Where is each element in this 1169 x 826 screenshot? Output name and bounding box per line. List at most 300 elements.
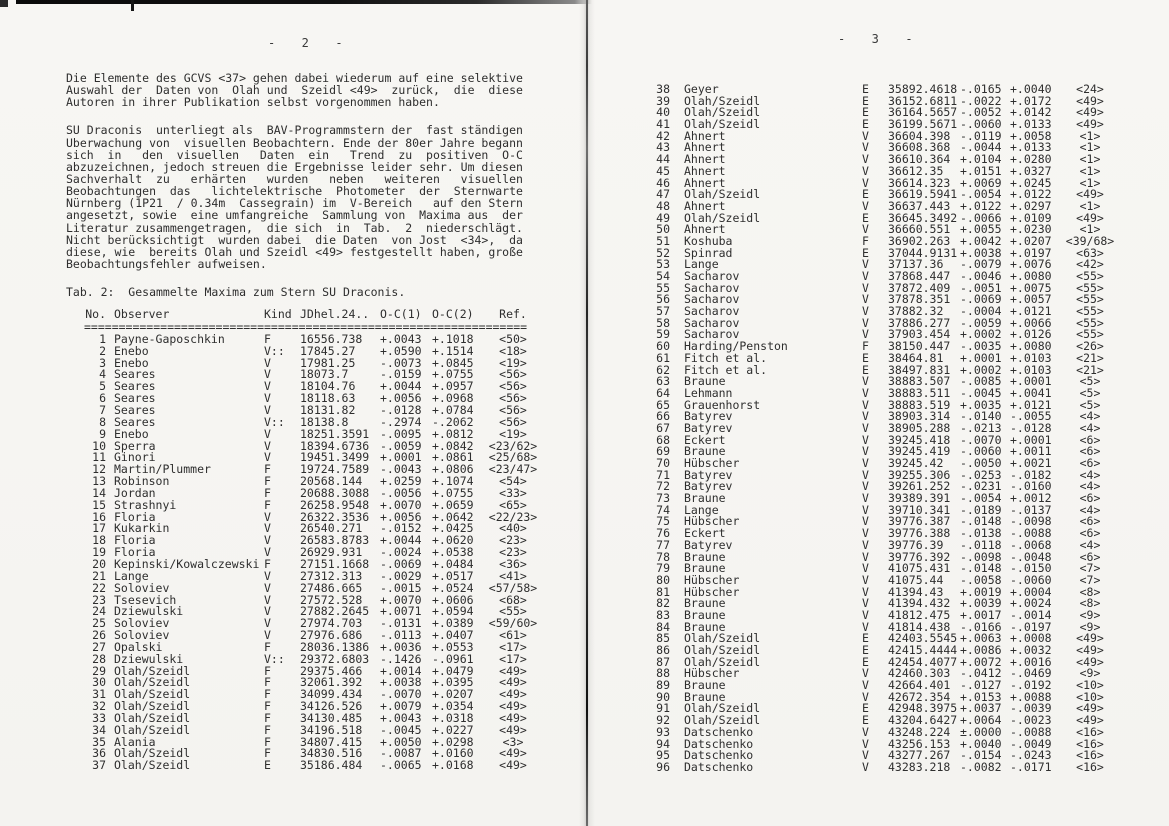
table-cell: -.0054: [960, 491, 1002, 506]
table-cell: V: [264, 616, 271, 631]
table-cell: +.0168: [432, 758, 474, 773]
table-cell: -.0119: [960, 128, 1002, 143]
table-cell: <3>: [502, 734, 524, 749]
table-cell: V: [862, 444, 869, 459]
table-cell: 92: [656, 713, 670, 728]
table-cell: <68>: [499, 592, 527, 607]
table-cell: <4>: [1079, 467, 1101, 482]
table-cell: -.0050: [960, 456, 1002, 470]
table-cell: -.0085: [960, 374, 1002, 389]
table-cell: 36610.364: [888, 152, 951, 167]
table-cell: 28036.1386: [300, 639, 370, 654]
table-cell: Fitch et al.: [684, 350, 768, 365]
table-cell: -.0079: [960, 257, 1002, 272]
table-cell: 81: [656, 584, 670, 599]
text-line: abzuzeichnen, jedoch streuen die Ergebnisse leider sehr. Um diesen: [66, 159, 523, 174]
table-cell: Hübscher: [684, 456, 740, 470]
table-cell: +.0012: [1010, 491, 1052, 506]
table-cell: +.0014: [380, 663, 422, 678]
table-cell: V: [862, 759, 869, 774]
table-cell: Harding/Penston: [684, 339, 788, 354]
table-cell: 42: [656, 128, 670, 143]
table-cell: +.0297: [1010, 198, 1052, 213]
table-cell: 31: [92, 687, 106, 702]
table-cell: 43283.218: [888, 759, 951, 774]
table-cell: 38883.507: [888, 374, 951, 389]
table-cell: V: [862, 502, 869, 517]
table-cell: 66: [656, 409, 670, 424]
table-cell: Geyer: [684, 82, 719, 96]
table-cell: 14: [92, 485, 106, 500]
table-cell: +.0019: [960, 584, 1002, 599]
table-cell: +.0080: [1010, 269, 1052, 283]
table-cell: 96: [656, 759, 670, 774]
table-cell: <49>: [499, 722, 527, 737]
table-cell: Kukarkin: [114, 521, 170, 536]
table-cell: E: [862, 654, 869, 669]
table-cell: Hübscher: [684, 666, 740, 681]
table-cell: <55>: [1076, 304, 1104, 319]
table-cell: +.0055: [960, 222, 1002, 237]
scan-artifact-corner-mark: [0, 0, 8, 7]
table-cell: V: [862, 572, 869, 587]
table-cell: 26: [92, 628, 106, 643]
table-cell: 57: [656, 304, 670, 319]
table-cell: 21: [92, 568, 106, 583]
table-cell: Sacharov: [684, 292, 740, 307]
table-cell: 42664.401: [888, 678, 951, 693]
table-cell: 39255.306: [888, 467, 951, 482]
table-cell: -.0160: [1010, 479, 1052, 494]
table-cell: 68: [656, 432, 670, 447]
table-cell: <33>: [499, 485, 527, 500]
table-cell: Floria: [114, 533, 156, 548]
text-line: Sachverhalt zu erhärten wurden neben weiteren visuellen: [66, 171, 523, 186]
table-cell: V: [264, 355, 271, 370]
table-cell: 38883.519: [888, 397, 951, 412]
table-cell: -.0197: [1010, 619, 1052, 634]
table-cell: Olah/Szeidl: [684, 187, 761, 202]
table-cell: +.0845: [432, 355, 474, 370]
table-cell: +.0066: [1010, 315, 1052, 330]
table-cell: 69: [656, 444, 670, 459]
table-cell: <49>: [1076, 654, 1104, 669]
table-cell: <65>: [499, 497, 527, 512]
table-cell: V: [862, 607, 869, 622]
text-line: Literatur zusammengetragen, die sich in Tab. 2 niederschlägt.: [66, 220, 523, 235]
table-cell: +.0064: [960, 713, 1002, 728]
table-cell: V: [264, 391, 271, 406]
table-cell: +.0407: [432, 628, 474, 643]
table-cell: +.0042: [960, 233, 1002, 248]
table-cell: 27882.2645: [300, 604, 370, 619]
table-cell: V: [862, 304, 869, 319]
table-cell: +.0001: [1010, 432, 1052, 447]
table-cell: <55>: [1076, 292, 1104, 307]
table-cell: 50: [656, 222, 670, 237]
table-cell: <7>: [1079, 572, 1101, 587]
table-cell: Braune: [684, 374, 726, 389]
table-cell: -.0128: [1010, 420, 1052, 435]
table-cell: Sacharov: [684, 280, 740, 295]
table-cell: 39710.341: [888, 502, 951, 517]
table-cell: 67: [656, 420, 670, 435]
table-cell: V: [264, 379, 271, 394]
table-cell: V: [862, 315, 869, 330]
table-cell: <49>: [1076, 713, 1104, 728]
table-cell: 33: [92, 710, 106, 725]
table-cell: -.0098: [1010, 514, 1052, 529]
table-cell: F: [264, 734, 271, 749]
table-cell: 32061.392: [300, 675, 363, 690]
table-cell: 93: [656, 724, 670, 739]
page-left-content: [66, 72, 546, 772]
table-cell: -.0043: [380, 462, 422, 477]
table-cell: 39776.392: [888, 549, 951, 564]
table-cell: Tsesevich: [114, 592, 177, 607]
table-cell: <26>: [1076, 339, 1104, 354]
table-cell: 70: [656, 456, 670, 470]
table-cell: <24>: [1076, 82, 1104, 96]
table-cell: -.0066: [960, 210, 1002, 225]
table-cell: V: [862, 561, 869, 576]
table-cell: +.0004: [1010, 584, 1052, 599]
table-cell: <49>: [499, 687, 527, 702]
table-cell: <59/60>: [488, 616, 538, 631]
table-cell: -.0004: [960, 304, 1002, 319]
table-cell: Braune: [684, 491, 726, 506]
table-cell: 39261.252: [888, 479, 951, 494]
table-cell: -.0060: [1010, 572, 1052, 587]
table-cell: F: [264, 746, 271, 761]
table-cell: F: [264, 497, 271, 512]
table-cell: +.0594: [432, 604, 474, 619]
table-cell: +.0606: [432, 592, 474, 607]
table-cell: <16>: [1076, 759, 1104, 774]
table-cell: Ahnert: [684, 198, 726, 213]
table-cell: 42672.354: [888, 689, 951, 704]
table-cell: <5>: [1079, 385, 1101, 400]
table-cell: <56>: [499, 414, 527, 429]
table-cell: 53: [656, 257, 670, 272]
table-cell: Olah/Szeidl: [684, 210, 761, 225]
table-cell: Olah/Szeidl: [114, 758, 191, 773]
table-cell: -.0140: [960, 409, 1002, 424]
table-cell: 11: [92, 450, 106, 465]
table-cell: Lange: [684, 502, 719, 517]
table-cell: -.0192: [1010, 678, 1052, 693]
table-cell: -.1426: [380, 651, 422, 666]
table-cell: +.0207: [432, 687, 474, 702]
table-cell: -.0118: [960, 537, 1002, 552]
table-cell: V: [264, 580, 271, 595]
table-body-page3: [652, 84, 1132, 774]
table-cell: V: [264, 509, 271, 524]
table-cell: V: [862, 619, 869, 634]
table-cell: <55>: [1076, 269, 1104, 283]
table-cell: 24: [92, 604, 106, 619]
table-cell: V: [862, 456, 869, 470]
table-cell: +.0121: [1010, 397, 1052, 412]
table-cell: 27572.528: [300, 592, 363, 607]
table-cell: <49>: [499, 758, 527, 773]
text-line: sich in den visuellen Daten ein Trend zu positiven O-C: [66, 147, 523, 162]
table-cell: <55>: [1076, 280, 1104, 295]
table-cell: Olah/Szeidl: [114, 746, 191, 761]
table-cell: <49>: [499, 746, 527, 761]
table-cell: 34099.434: [300, 687, 363, 702]
table-cell: -.0022: [960, 93, 1002, 108]
table-cell: -.2062: [432, 414, 474, 429]
table-cell: F: [264, 556, 271, 571]
table-cell: 39245.42: [888, 456, 944, 470]
table-cell: 95: [656, 748, 670, 763]
table-cell: +.0050: [380, 734, 422, 749]
table-cell: 26322.3536: [300, 509, 370, 524]
table-cell: 39389.391: [888, 491, 951, 506]
table-cell: 18104.76: [300, 379, 356, 394]
table-cell: 36902.263: [888, 233, 951, 248]
table-cell: V: [264, 533, 271, 548]
table-cell: 7: [99, 403, 106, 418]
table-cell: +.0812: [432, 426, 474, 441]
table-cell: F: [264, 687, 271, 702]
table-cell: +.0001: [380, 450, 422, 465]
table-cell: 36660.551: [888, 222, 951, 237]
table-cell: <49>: [1076, 631, 1104, 646]
table-cell: Braune: [684, 561, 726, 576]
table-cell: +.0109: [1010, 210, 1052, 225]
table-cell: 18118.63: [300, 391, 356, 406]
table-cell: 25: [92, 616, 106, 631]
table-cell: 34126.526: [300, 699, 363, 714]
table-cell: 78: [656, 549, 670, 564]
table-cell: E: [862, 210, 869, 225]
table-cell: 35186.484: [300, 758, 363, 773]
table-cell: -.0024: [380, 545, 422, 560]
table-cell: +.0842: [432, 438, 474, 453]
table-cell: 41394.43: [888, 584, 944, 599]
table-cell: 42403.5545: [888, 631, 958, 646]
table-cell: +.0104: [960, 152, 1002, 167]
text-line: diese, wie bereits Olah und Szeidl <49> festgestellt haben, große: [66, 244, 523, 259]
table-cell: +.0298: [432, 734, 474, 749]
table-cell: +.0016: [1010, 654, 1052, 669]
table-cell: 39245.419: [888, 444, 951, 459]
table-cell: V: [862, 385, 869, 400]
text-line: Auswahl der Daten von Olah und Szeidl <49> zurück, die diese: [66, 83, 523, 98]
table-cell: F: [862, 233, 869, 248]
table-cell: 1: [99, 331, 106, 346]
table-cell: -.0048: [1010, 549, 1052, 564]
table-cell: +.0121: [1010, 304, 1052, 319]
table-cell: -.0165: [960, 82, 1002, 96]
table-cell: <6>: [1079, 432, 1101, 447]
table-cell: +.0076: [1010, 257, 1052, 272]
table-cell: 36637.443: [888, 198, 951, 213]
table-cell: V: [862, 374, 869, 389]
table-cell: +.0043: [380, 331, 422, 346]
table-cell: V: [862, 724, 869, 739]
table-cell: Payne-Gaposchkin: [114, 331, 225, 346]
table-cell: V: [862, 140, 869, 155]
table-cell: -.0015: [380, 580, 422, 595]
table-cell: <9>: [1079, 666, 1101, 681]
table-cell: Batyrev: [684, 467, 733, 482]
table-cell: V: [862, 537, 869, 552]
table-cell: Datschenko: [684, 759, 754, 774]
table-cell: Lange: [684, 257, 719, 272]
table-cell: 30: [92, 675, 106, 690]
table-cell: V: [862, 420, 869, 435]
table-cell: -.0253: [960, 467, 1002, 482]
table-cell: 85: [656, 631, 670, 646]
table-cell: V: [862, 549, 869, 564]
table-cell: -.0088: [1010, 724, 1052, 739]
table-cell: 54: [656, 269, 670, 283]
table-cell: +.0318: [432, 710, 474, 725]
table-cell: V: [862, 397, 869, 412]
table-cell: -.0127: [960, 678, 1002, 693]
table-caption: Tab. 2: Gesammelte Maxima zum Stern SU Draconis.: [66, 285, 406, 300]
table-cell: 43248.224: [888, 724, 951, 739]
table-cell: +.0040: [1010, 82, 1052, 96]
table-cell: 26583.8783: [300, 533, 370, 548]
table-cell: Sacharov: [684, 304, 740, 319]
table-cell: +.0039: [960, 596, 1002, 611]
table-cell: 18073.7: [300, 367, 349, 382]
table-cell: 84: [656, 619, 670, 634]
table-cell: V: [862, 222, 869, 237]
table-cell: Olah/Szeidl: [684, 643, 761, 657]
table-cell: -.0171: [1010, 759, 1052, 774]
table-cell: +.0280: [1010, 152, 1052, 167]
table-cell: Soloviev: [114, 628, 170, 643]
table-cell: -.0082: [960, 759, 1002, 774]
table-cell: +.0044: [380, 379, 422, 394]
table-cell: -.0059: [960, 315, 1002, 330]
table-cell: 37903.454: [888, 327, 951, 342]
table-cell: Hübscher: [684, 514, 740, 529]
text-line: Nürnberg (1P21 / 0.34m Cassegrain) im V-Bereich auf den Stern: [66, 196, 523, 211]
table-cell: +.0038: [380, 675, 422, 690]
table-cell: 39245.418: [888, 432, 951, 447]
table-cell: 44: [656, 152, 670, 167]
table-cell: <39/68>: [1065, 233, 1115, 248]
table-cell: Lehmann: [684, 385, 733, 400]
table-cell: <6>: [1079, 514, 1101, 529]
table-cell: V: [264, 367, 271, 382]
table-cell: E: [862, 701, 869, 716]
table-cell: F: [264, 675, 271, 690]
table-cell: F: [264, 722, 271, 737]
table-cell: +.0056: [380, 509, 422, 524]
table-cell: V: [862, 280, 869, 295]
text-line: angesetzt, sowie eine umfangreiche Sammlung von Maxima aus der: [66, 208, 523, 223]
table-cell: 3: [99, 355, 106, 370]
column-header-kind: Kind: [264, 307, 292, 322]
table-cell: -.0052: [960, 105, 1002, 120]
table-cell: V: [862, 175, 869, 190]
table-cell: <55>: [1076, 327, 1104, 342]
table-cell: 28: [92, 651, 106, 666]
table-cell: 8: [99, 414, 106, 429]
table-cell: V: [862, 257, 869, 272]
table-cell: 27486.665: [300, 580, 363, 595]
table-cell: 36614.323: [888, 175, 951, 190]
table-cell: V: [862, 163, 869, 178]
table-cell: 29375.466: [300, 663, 363, 678]
table-cell: -.0069: [960, 292, 1002, 307]
table-body-page2: [84, 331, 546, 773]
table-cell: V: [264, 604, 271, 619]
table-cell: +.0122: [1010, 187, 1052, 202]
table-cell: V: [862, 269, 869, 283]
column-header-oc1: O-C(1): [380, 307, 422, 322]
table-cell: Robinson: [114, 474, 170, 489]
table-cell: +.0784: [432, 403, 474, 418]
table-cell: Fitch et al.: [684, 362, 768, 377]
table-cell: +.0088: [1010, 689, 1052, 704]
table-cell: 37044.9131: [888, 245, 958, 260]
table-cell: +.0103: [1010, 350, 1052, 365]
table-cell: Dziewulski: [114, 604, 184, 619]
table-cell: +.0037: [960, 701, 1002, 716]
table-cell: 60: [656, 339, 670, 354]
table-cell: Hübscher: [684, 584, 740, 599]
table-cell: +.0553: [432, 639, 474, 654]
table-cell: 90: [656, 689, 670, 704]
table-cell: +.0032: [1010, 643, 1052, 657]
table-cell: <7>: [1079, 561, 1101, 576]
text-line: SU Draconis unterliegt als BAV-Programmstern der fast ständigen: [66, 123, 523, 138]
scan-artifact-top-edge: [16, 0, 592, 4]
table-cell: -.0023: [1010, 713, 1052, 728]
text-line: Die Elemente des GCVS <37> gehen dabei wiederum auf eine selektive: [66, 71, 523, 85]
table-cell: -.0154: [960, 748, 1002, 763]
column-header-jdhel: JDhel.24..: [300, 307, 370, 322]
table-cell: <49>: [1076, 117, 1104, 132]
table-cell: 38464.81: [888, 350, 944, 365]
table-cell: <55>: [1076, 315, 1104, 330]
table-cell: +.0017: [960, 607, 1002, 622]
table-cell: -.0051: [960, 280, 1002, 295]
table-cell: +.0036: [380, 639, 422, 654]
table-cell: 36608.368: [888, 140, 951, 155]
table-cell: <63>: [1076, 245, 1104, 260]
column-header-oc2: O-C(2): [432, 307, 474, 322]
table-cell: -.0213: [960, 420, 1002, 435]
table-cell: Hübscher: [684, 572, 740, 587]
table-cell: +.0070: [380, 592, 422, 607]
text-line: Beobachtungen das lichtelektrische Photometer der Sternwarte: [66, 184, 523, 199]
table-cell: -.0044: [960, 140, 1002, 155]
table-cell: +.0043: [380, 710, 422, 725]
table-cell: +.0011: [1010, 444, 1052, 459]
table-cell: V: [862, 584, 869, 599]
table-cell: Batyrev: [684, 537, 733, 552]
table-cell: V: [862, 152, 869, 167]
table-cell: +.0259: [380, 474, 422, 489]
table-cell: 36152.6811: [888, 93, 958, 108]
table-cell: 4: [99, 367, 106, 382]
table-cell: +.0021: [1010, 456, 1052, 470]
table-cell: <61>: [499, 628, 527, 643]
table-cell: Batyrev: [684, 409, 733, 424]
table-cell: V: [862, 479, 869, 494]
table-cell: 39: [656, 93, 670, 108]
table-cell: Olah/Szeidl: [684, 631, 761, 646]
